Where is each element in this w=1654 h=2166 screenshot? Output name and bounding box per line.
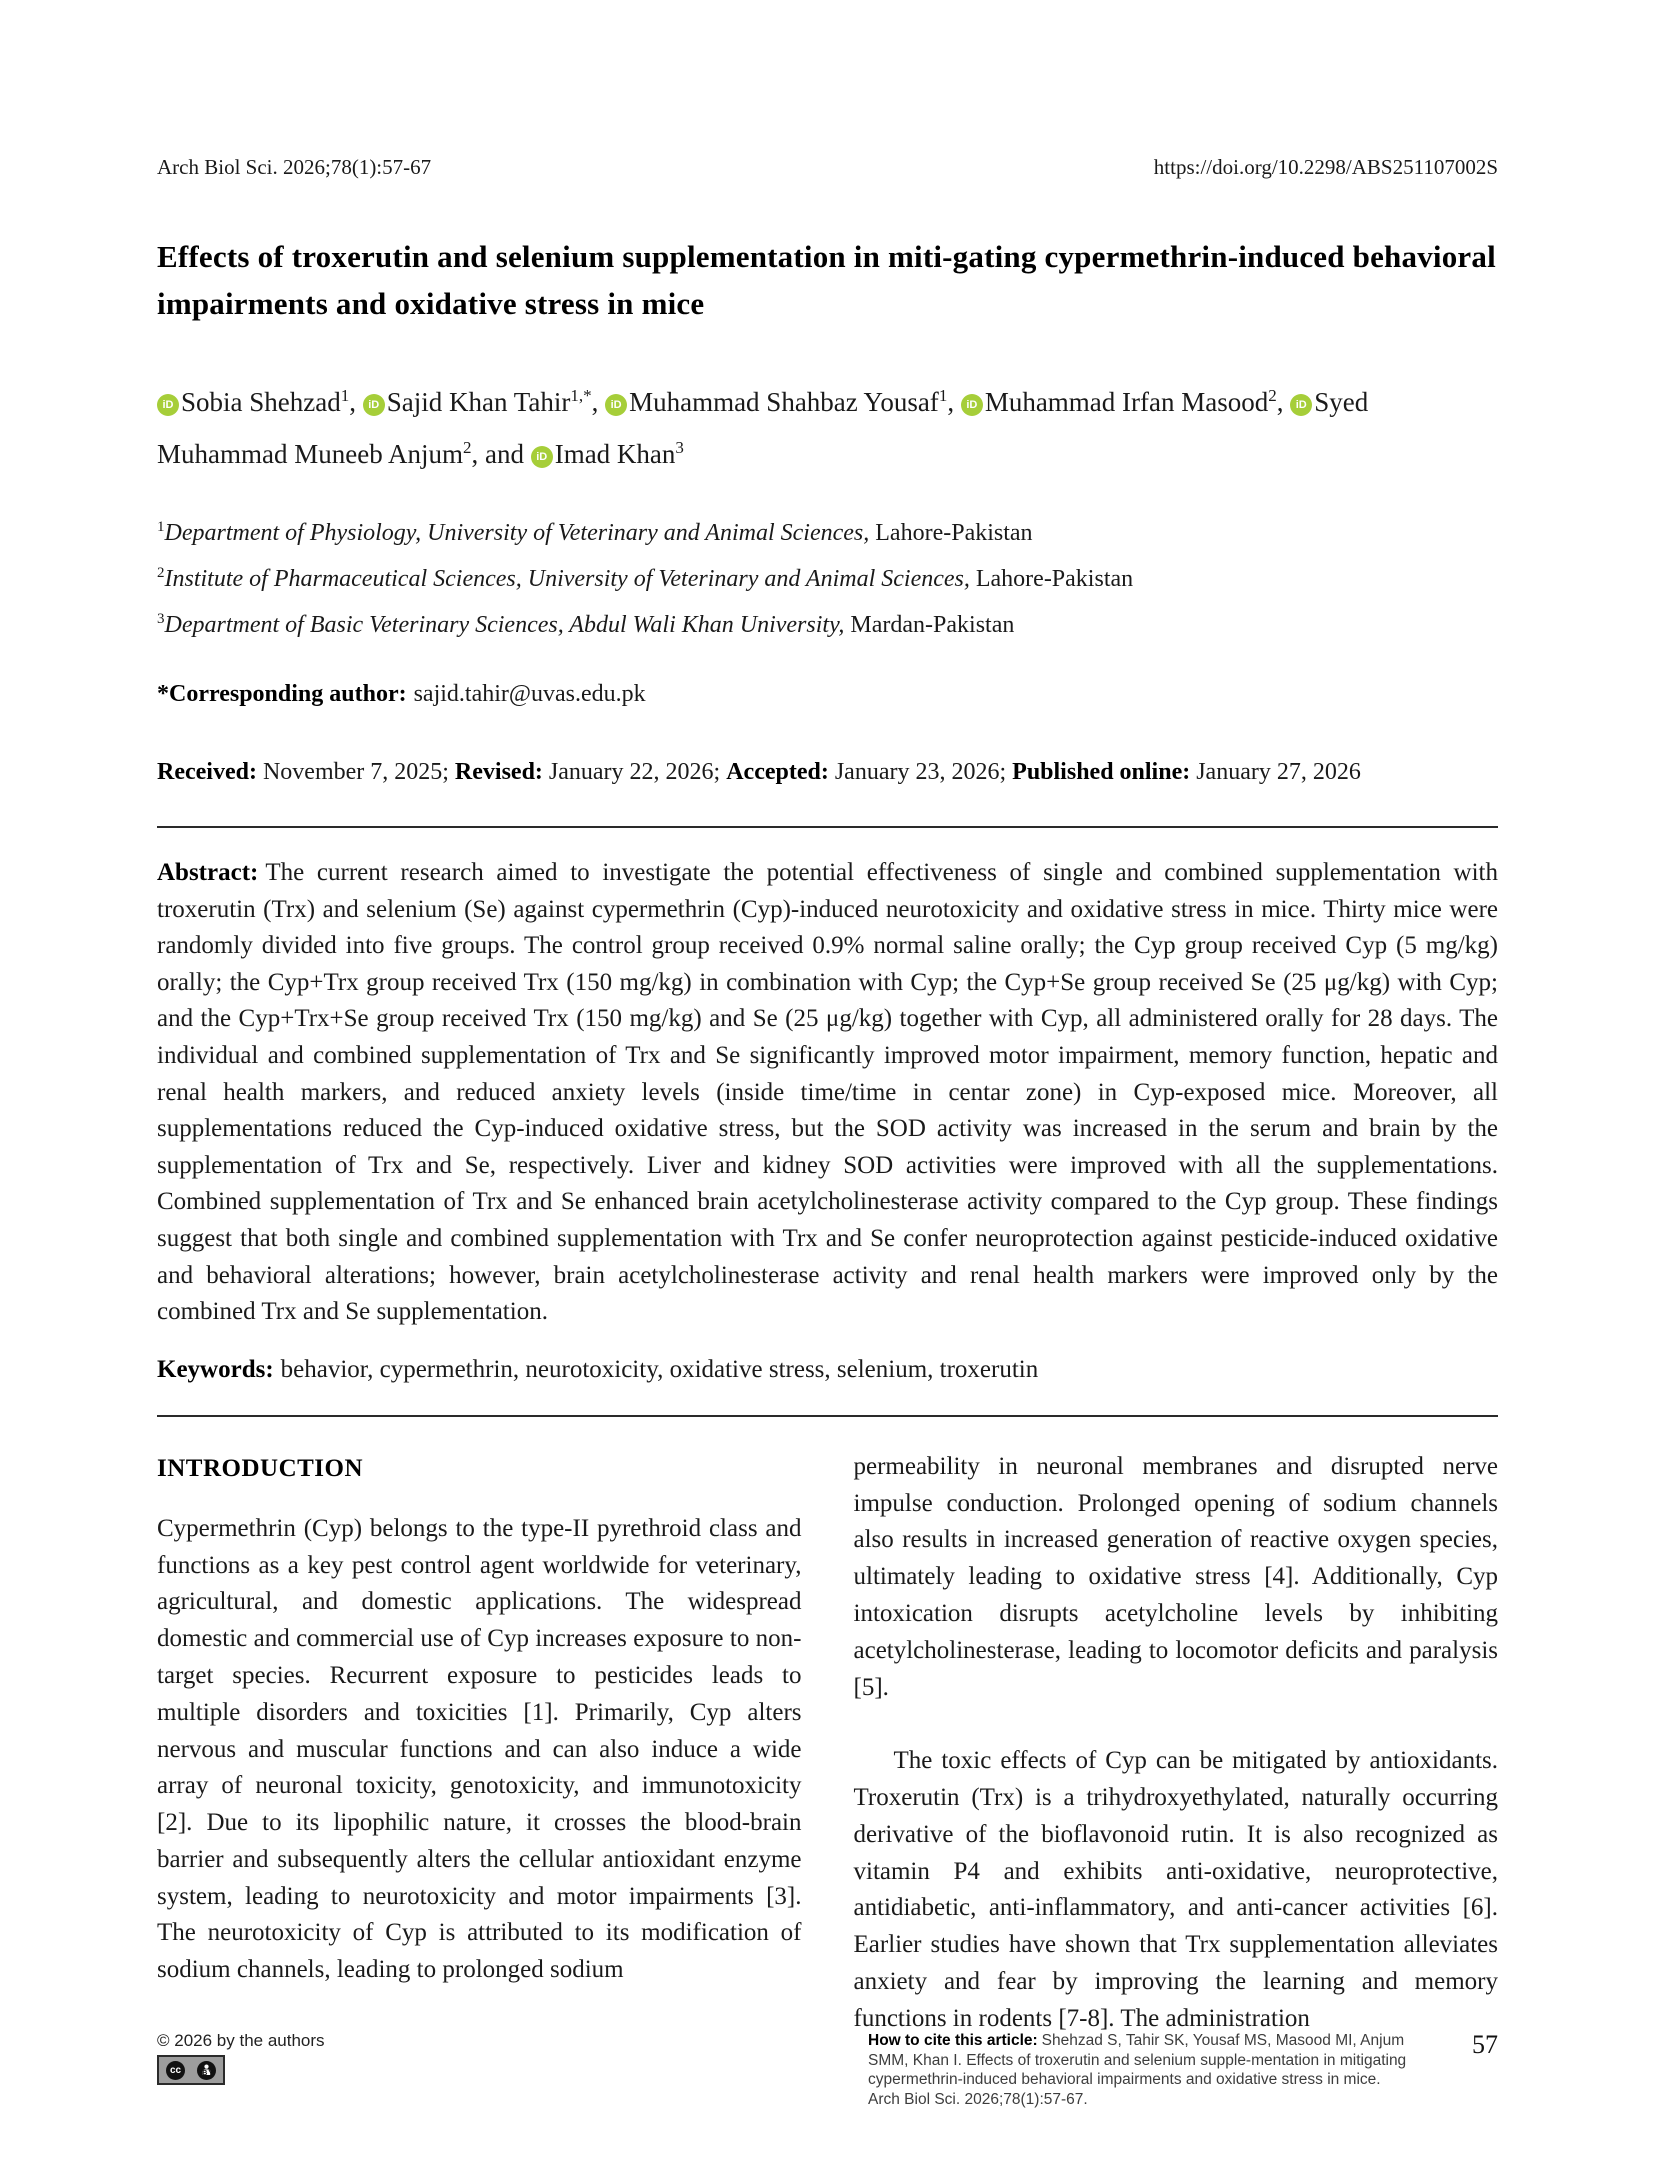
affiliation-institution: Department of Basic Veterinary Sciences, Abdul Wali Khan University, xyxy=(164,612,845,638)
orcid-icon[interactable]: iD xyxy=(531,446,553,468)
author-affiliation-ref: 1,* xyxy=(570,386,592,405)
abstract xyxy=(157,855,1498,1331)
date-label: Accepted: xyxy=(726,759,829,785)
journal-citation: Arch Biol Sci. 2026;78(1):57-67 xyxy=(157,155,432,179)
affiliation xyxy=(157,507,1498,553)
cc-by-license-badge[interactable] xyxy=(157,2055,225,2085)
affiliation-list xyxy=(157,507,1498,645)
page-number: 57 xyxy=(1472,2030,1498,2059)
divider-bottom xyxy=(157,1415,1498,1417)
abstract-label: Abstract: xyxy=(157,859,259,886)
how-to-cite-label: How to cite this article: xyxy=(868,2032,1038,2049)
affiliation xyxy=(157,599,1498,645)
author-affiliation-ref: 3 xyxy=(675,438,684,457)
date-label: Received: xyxy=(157,759,257,785)
cc-icon: cc xyxy=(166,2061,185,2080)
author-name: Muhammad Shahbaz Yousaf xyxy=(629,387,939,417)
citation-block xyxy=(868,2031,1408,2109)
author-name: Muhammad Irfan Masood xyxy=(984,387,1269,417)
abstract-text: The current research aimed to investigate the potential effectiveness of single and combined supplementation with troxerutin (Trx) and selenium (Se) against cypermethrin (Cyp)-induced neurotoxicity and oxidative stress in mice. Thirty mice were randomly divided into five groups. The control group received 0.9% normal saline orally; the Cyp group received Cyp (5 mg/kg) orally; the Cyp+Trx group received Trx (150 mg/kg) in combination with Cyp; the Cyp+Se group received Se (25 μg/kg) with Cyp; and the Cyp+Trx+Se group received Trx (150 mg/kg) and Se (25 μg/kg) together with Cyp, all administered orally for 28 days. The individual and combined supplementation of Trx and Se significantly improved motor impairment, memory function, hepatic and renal health markers, and reduced anxiety levels (inside time/time in centar zone) in Cyp-exposed mice. Moreover, all supplementations reduced the Cyp-induced oxidative stress, but the SOD activity was increased in the serum and brain by the supplementation of Trx and Se, respectively. Liver and kidney SOD activities were improved with all the supplementations. Combined supplementation of Trx and Se enhanced brain acetylcholinesterase activity compared to the Cyp group. These findings suggest that both single and combined supplementation with Trx and Se confer neuroprotection against pesticide-induced oxidative and behavioral alterations; however, brain acetylcholinesterase activity and renal health markers were improved only by the combined Trx and Se supplementation. xyxy=(157,859,1498,1326)
affiliation-institution: Institute of Pharmaceutical Sciences, University of Veterinary and Animal Sciences, xyxy=(164,566,970,592)
copyright-notice: © 2026 by the authors xyxy=(157,2031,325,2050)
orcid-icon[interactable]: iD xyxy=(157,394,179,416)
introduction-paragraph-1: Cypermethrin (Cyp) belongs to the type-II pyrethroid class and functions as a key pest control agent worldwide for veterinary, agricultural, and domestic applications. The widespread domestic and commercial use of Cyp increases exposure to non-target species. Recurrent exposure to pesticides leads to multiple disorders and toxicities [1]. Primarily, Cyp alters nervous and muscular functions and can also induce a wide array of neuronal toxicity, genotoxicity, and immunotoxicity [2]. Due to its lipophilic nature, it crosses the blood-brain barrier and subsequently alters the cellular antioxidant enzyme system, leading to neurotoxicity and motor impairments [3]. The neurotoxicity of Cyp is attributed to its modification of sodium channels, leading to prolonged sodium xyxy=(157,1514,802,1984)
orcid-icon[interactable]: iD xyxy=(605,394,627,416)
author-affiliation-ref: 2 xyxy=(462,438,472,457)
date-label: Revised: xyxy=(454,759,543,785)
author-separator: , xyxy=(1276,387,1291,417)
author-separator: , and xyxy=(471,439,531,469)
introduction-paragraph-2: The toxic effects of Cyp can be mitigated by antioxidants. Troxerutin (Trx) is a trihydroxyethylated, naturally occurring derivative of the bioflavonoid rutin. It is also recognized as vitamin P4 and exhibits anti-oxidative, neuroprotective, antidiabetic, anti-inflammatory, and anti-cancer activities [6]. Earlier studies have shown that Trx supplementation alleviates anxiety and fear by improving the learning and memory functions in rodents [7-8]. The administration xyxy=(853,1747,1498,2032)
orcid-icon[interactable]: iD xyxy=(1290,394,1312,416)
article-title: Effects of troxerutin and selenium supplementation in miti-gating cypermethrin-induced behavioral impairments and oxidative stress in mice xyxy=(157,239,1496,321)
how-to-cite-text: Shehzad S, Tahir SK, Yousaf MS, Masood MI, Anjum SMM, Khan I. Effects of troxerutin and selenium supple-mentation in mitigating cypermethrin-induced behavioral impairments and oxidative stress in mice. Arch Biol Sci. 2026;78(1):57-67. xyxy=(868,2032,1407,2108)
page-header xyxy=(157,155,1498,179)
date-value: January 23, 2026; xyxy=(828,759,1013,785)
page-footer xyxy=(157,2031,1498,2109)
keywords xyxy=(157,1352,1498,1388)
introduction-section xyxy=(157,1449,1498,2038)
cc-by-label: BY xyxy=(202,2070,214,2077)
copyright-block xyxy=(157,2031,717,2085)
left-column xyxy=(157,1449,802,2038)
author-name: Sobia Shehzad xyxy=(181,387,341,417)
author-separator: , xyxy=(349,387,363,417)
doi-link[interactable]: https://doi.org/10.2298/ABS251107002S xyxy=(1153,155,1498,179)
divider-top xyxy=(157,826,1498,828)
keywords-text: behavior, cypermethrin, neurotoxicity, oxidative stress, selenium, troxerutin xyxy=(280,1355,1039,1383)
author-name: Syed Muhammad Muneeb Anjum xyxy=(157,387,1369,469)
author-affiliation-ref: 1 xyxy=(938,386,948,405)
affiliation-location: Lahore-Pakistan xyxy=(969,566,1134,592)
date-value: January 27, 2026 xyxy=(1190,759,1361,785)
author-name: Imad Khan xyxy=(554,439,676,469)
affiliation-number: 1 xyxy=(157,519,165,535)
affiliation-location: Lahore-Pakistan xyxy=(869,520,1033,546)
author-separator: , xyxy=(947,387,961,417)
author-name: Sajid Khan Tahir xyxy=(386,387,571,417)
article-dates xyxy=(157,757,1498,787)
affiliation-number: 2 xyxy=(157,565,165,581)
date-label: Published online: xyxy=(1012,759,1191,785)
affiliation-institution: Department of Physiology, University of Veterinary and Animal Sciences, xyxy=(164,520,870,546)
author-list xyxy=(157,373,1498,477)
author-separator: , xyxy=(591,387,606,417)
right-column xyxy=(854,1449,1499,2038)
affiliation xyxy=(157,553,1498,599)
corresponding-email[interactable]: sajid.tahir@uvas.edu.pk xyxy=(413,681,646,707)
affiliation-number: 3 xyxy=(157,611,165,627)
date-value: November 7, 2025; xyxy=(256,759,455,785)
corresponding-author-line xyxy=(157,679,1498,709)
author-affiliation-ref: 2 xyxy=(1268,386,1277,405)
corresponding-author-label: *Corresponding author: xyxy=(157,681,407,707)
introduction-paragraph-1-continued: permeability in neuronal membranes and disrupted nerve impulse conduction. Prolonged opening of sodium channels also results in increased generation of reactive oxygen species, ultimately leading to oxidative stress [4]. Additionally, Cyp intoxication disrupts acetylcholine levels by inhibiting acetylcholinesterase, leading to locomotor deficits and paralysis [5]. xyxy=(853,1452,1498,1701)
keywords-label: Keywords: xyxy=(157,1355,274,1383)
affiliation-location: Mardan-Pakistan xyxy=(844,612,1015,638)
orcid-icon[interactable]: iD xyxy=(961,394,983,416)
date-value: January 22, 2026; xyxy=(542,759,727,785)
orcid-icon[interactable]: iD xyxy=(363,394,385,416)
section-heading-introduction: INTRODUCTION xyxy=(157,1454,364,1482)
author-affiliation-ref: 1 xyxy=(340,386,350,405)
